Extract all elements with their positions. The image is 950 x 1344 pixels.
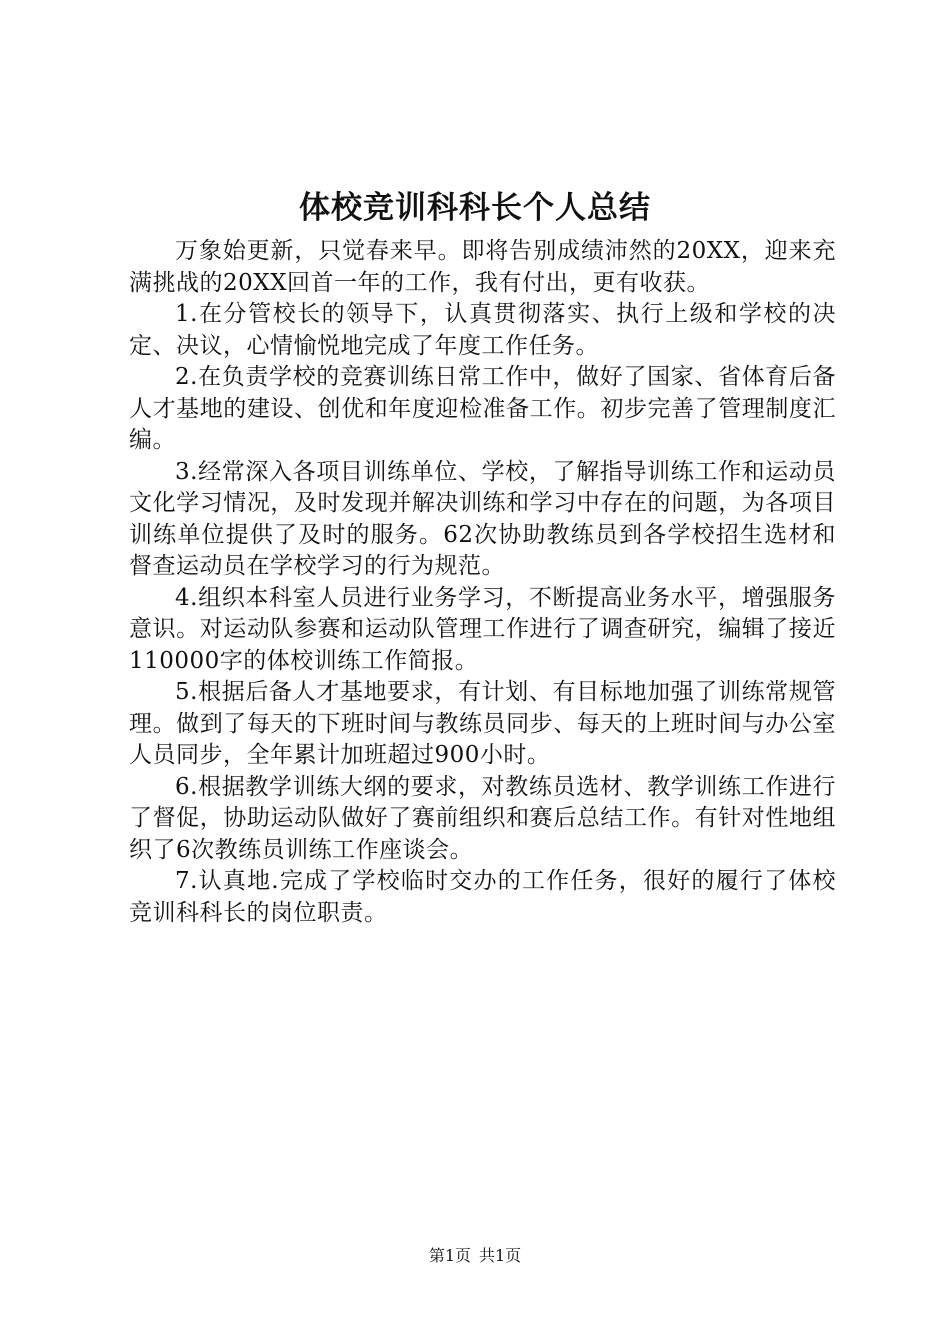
paragraph-item-2: 2.在负责学校的竞赛训练日常工作中，做好了国家、省体育后备人才基地的建设、创优和年度迎检准备工作。初步完善了管理制度汇编。 [129,364,836,453]
page-footer [0,1244,950,1268]
paragraph-item-3: 3.经常深入各项目训练单位、学校，了解指导训练工作和运动员文化学习情况，及时发现并解决训练和学习中存在的问题，为各项目训练单位提供了及时的服务。62次协助教练员到各学校招生选材和督查运动员在学校学习的行为规范。 [129,458,836,579]
page-number-total: 共1页 [479,1246,522,1265]
document-body [129,236,836,929]
paragraph-item-4: 4.组织本科室人员进行业务学习，不断提高业务水平，增强服务意识。对运动队参赛和运动队管理工作进行了调查研究，编辑了接近110000字的体校训练工作简报。 [129,584,836,674]
paragraph-item-6: 6.根据教学训练大纲的要求，对教练员选材、教学训练工作进行了督促，协助运动队做好了赛前组织和赛后总结工作。有针对性地组织了6次教练员训练工作座谈会。 [129,773,836,863]
paragraph-item-7: 7.认真地.完成了学校临时交办的工作任务，很好的履行了体校竞训科科长的岗位职责。 [129,868,836,926]
paragraph-item-1: 1.在分管校长的领导下，认真贯彻落实、执行上级和学校的决定、决议，心情愉悦地完成了年度工作任务。 [129,301,836,359]
paragraph-item-5: 5.根据后备人才基地要求，有计划、有目标地加强了训练常规管理。做到了每天的下班时间与教练员同步、每天的上班时间与办公室人员同步，全年累计加班超过900小时。 [129,679,836,768]
document-title: 体校竞训科科长个人总结 [299,190,651,226]
page-number-current: 第1页 [428,1246,471,1265]
paragraph-intro: 万象始更新，只觉春来早。即将告别成绩沛然的20XX，迎来充满挑战的20XX回首一年的工作，我有付出，更有收获。 [129,238,836,296]
